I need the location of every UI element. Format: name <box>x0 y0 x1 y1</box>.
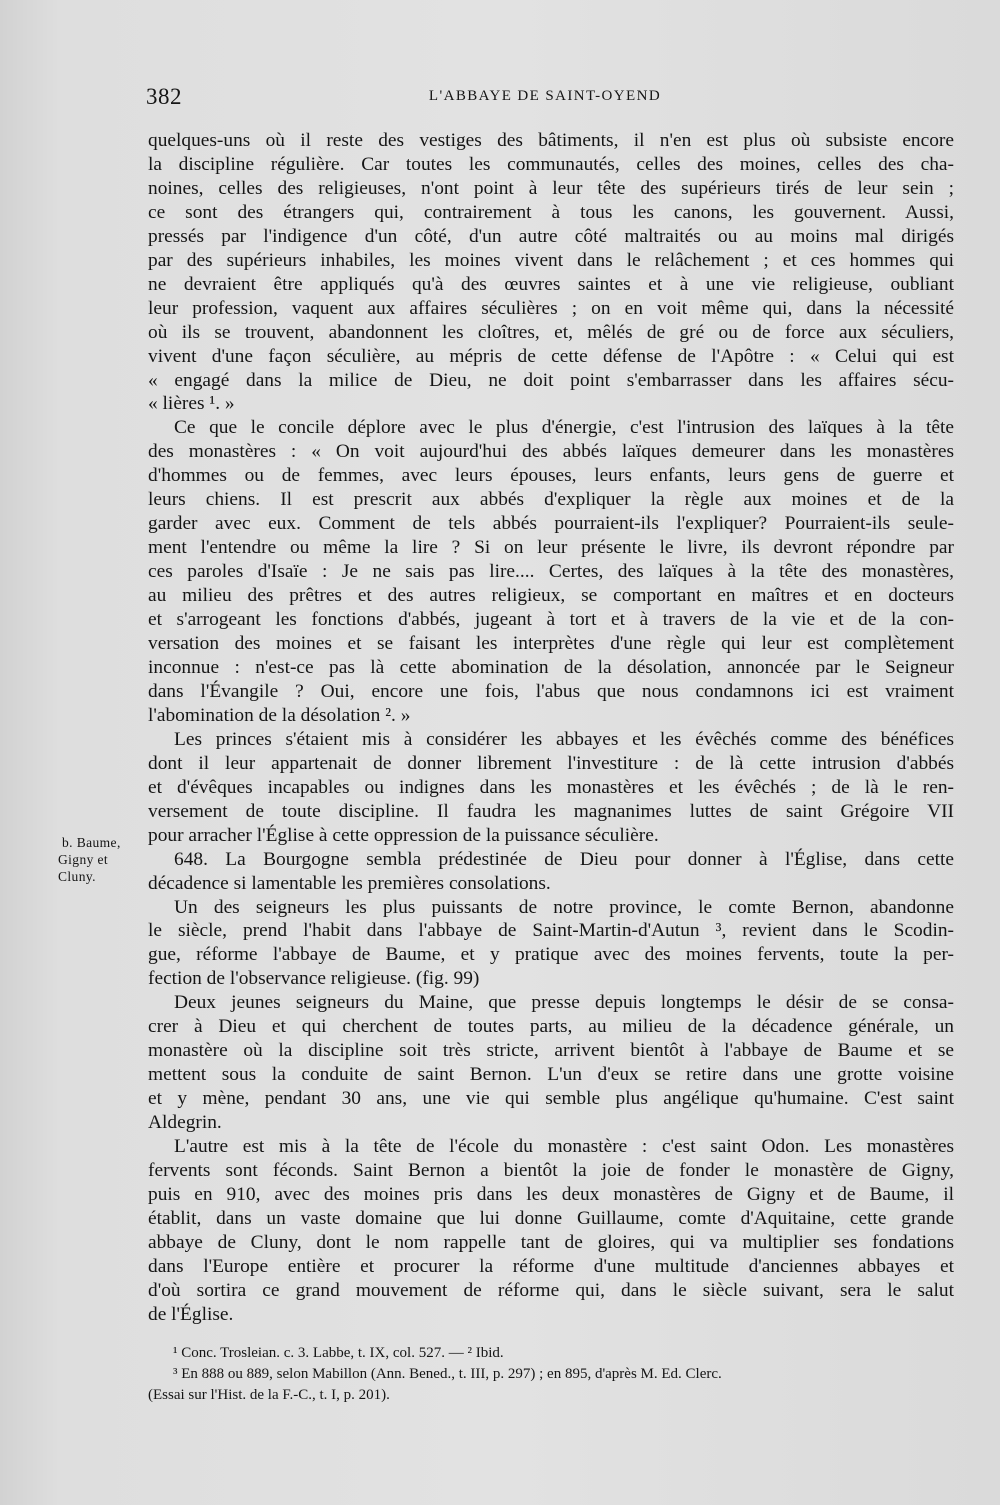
text-line: et d'évêques incapables ou indignes dans les monastères et les évêchés ; de là le ren- <box>148 776 954 798</box>
text-line: noines, celles des religieuses, n'ont point à leur tête des supérieurs tirés de leur sein ; <box>148 177 954 199</box>
text-line: fection de l'observance religieuse. (fig. 99) <box>148 968 480 990</box>
text-line: décadence si lamentable les premières consolations. <box>148 872 551 894</box>
text-line: dans l'Europe entière et procurer la réforme d'une multitude d'anciennes abbayes et <box>148 1255 954 1277</box>
margin-note-line: Cluny. <box>58 869 96 884</box>
text-line: crer à Dieu et qui cherchent de toutes parts, au milieu de la décadence générale, un <box>148 1016 954 1038</box>
margin-note-line: Gigny et <box>58 852 109 867</box>
text-line: inconnue : n'est-ce pas là cette abomination de la désolation, annoncée par le Seigneur <box>148 656 954 678</box>
text-line: par des supérieurs inhabiles, les moines vivent dans le relâchement ; et ces hommes qui <box>148 249 954 271</box>
text-line: Ce que le concile déplore avec le plus d'énergie, c'est l'intrusion des laïques à la tête <box>174 417 954 439</box>
footnote-3: ³ En 888 ou 889, selon Mabillon (Ann. Bened., t. III, p. 297) ; en 895, d'après M. Ed. Clerc. <box>173 1366 722 1382</box>
footnote-3-continued: (Essai sur l'Hist. de la F.-C., t. I, p. 201). <box>148 1387 390 1403</box>
text-line: le siècle, prend l'habit dans l'abbaye de Saint-Martin-d'Autun ³, revient dans le Scodin- <box>148 920 954 942</box>
text-line: ce sont des étrangers qui, contrairement à tous les canons, les gouvernent. Aussi, <box>148 201 954 223</box>
text-line: abbaye de Cluny, dont le nom rappelle tant de gloires, qui va multiplier ses fondations <box>148 1231 954 1253</box>
text-line: et s'arrogeant les fonctions d'abbés, jugeant à tort et à travers de la vie et de la con- <box>148 609 954 631</box>
text-line: pour arracher l'Église à cette oppression de la puissance séculière. <box>148 824 659 846</box>
body-text <box>148 129 954 1327</box>
text-line: garder avec eux. Comment de tels abbés pourraient-ils l'expliquer? Pourraient-ils seule- <box>148 513 954 535</box>
text-line: vivent d'une façon séculière, au mépris de cette défense de l'Apôtre : « Celui qui est <box>148 345 954 367</box>
text-line: gue, réforme l'abbaye de Baume, et y pratique avec des moines fervents, toute la per- <box>148 944 954 966</box>
text-line: leur profession, vaquent aux affaires séculières ; on en voit même qui, dans la nécessité <box>148 297 954 319</box>
text-line: 648. La Bourgogne sembla prédestinée de Dieu pour donner à l'Église, dans cette <box>174 848 954 870</box>
text-line: d'où sortira ce grand mouvement de réforme qui, dans le siècle suivant, sera le salut <box>148 1279 954 1301</box>
text-line: versement de toute discipline. Il faudra les magnanimes luttes de saint Grégoire VII <box>148 800 954 822</box>
text-line: L'autre est mis à la tête de l'école du monastère : c'est saint Odon. Les monastères <box>174 1136 954 1158</box>
text-line: quelques-uns où il reste des vestiges des bâtiments, il n'en est plus où subsiste encore <box>148 130 954 151</box>
text-line: Un des seigneurs les plus puissants de notre province, le comte Bernon, abandonne <box>174 896 954 918</box>
text-line: au milieu des prêtres et des autres religieux, se comportant en maîtres et en docteurs <box>148 585 954 607</box>
text-line: ces paroles d'Isaïe : Je ne sais pas lire.... Certes, des laïques à la tête des monastères, <box>148 561 954 583</box>
text-line: d'hommes ou de femmes, avec leurs épouses, leurs enfants, leurs gens de guerre et <box>148 465 954 487</box>
text-line: mettent sous la conduite de saint Bernon. L'un d'eux se retire dans une grotte voisine <box>148 1064 954 1086</box>
text-line: et y mène, pendant 30 ans, une vie qui semble plus angélique qu'humaine. C'est saint <box>148 1088 954 1110</box>
text-line: pressés par l'indigence d'un côté, d'un autre côté maltraités ou au moins mal dirigés <box>148 225 954 247</box>
margin-note-line: b. Baume, <box>62 835 121 850</box>
text-line: où ils se trouvent, abandonnent les cloîtres, et, mêlés de gré ou de force aux séculiers, <box>148 321 954 343</box>
text-line: puis en 910, avec des moines pris dans les deux monastères de Gigny et de Baume, il <box>148 1183 954 1205</box>
text-line: des monastères : « On voit aujourd'hui des abbés laïques demeurer dans les monastères <box>148 441 954 463</box>
text-line: Deux jeunes seigneurs du Maine, que presse depuis longtemps le désir de se consa- <box>174 992 954 1014</box>
text-line: leurs chiens. Il est prescrit aux abbés d'expliquer la règle aux moines et de la <box>148 489 954 511</box>
text-line: ne devraient être appliqués qu'à des œuvres saintes et à une vie religieuse, oubliant <box>148 273 954 295</box>
text-line: Aldegrin. <box>148 1112 222 1134</box>
page-number: 382 <box>146 84 182 109</box>
text-line: « lières ¹. » <box>148 393 235 415</box>
text-line: monastère où la discipline soit très stricte, arrivent bientôt à l'abbaye de Baume et se <box>148 1040 954 1062</box>
footnotes <box>148 1343 968 1406</box>
text-line: l'abomination de la désolation ². » <box>148 704 411 726</box>
text-line: ment l'entendre ou même la lire ? Si on leur présente le livre, ils devront répondre par <box>148 537 954 559</box>
text-line: de l'Église. <box>148 1303 234 1325</box>
text-line: fervents sont féconds. Saint Bernon a bientôt la joie de fonder le monastère de Gigny, <box>148 1159 954 1181</box>
text-line: la discipline régulière. Car toutes les communautés, celles des moines, celles des cha- <box>148 153 954 175</box>
text-line: dont il leur appartenait de donner librement l'investiture : de là cette intrusion d'abbés <box>148 752 954 774</box>
text-line: « engagé dans la milice de Dieu, ne doit point s'embarrasser dans les affaires sécu- <box>148 369 954 391</box>
text-line: dans l'Évangile ? Oui, encore une fois, l'abus que nous condamnons ici est vraiment <box>148 680 954 702</box>
text-line: établit, dans un vaste domaine que lui donne Guillaume, comte d'Aquitaine, cette grande <box>148 1207 954 1229</box>
footnote-1: ¹ Conc. Trosleian. c. 3. Labbe, t. IX, col. 527. — ² Ibid. <box>173 1345 504 1361</box>
running-title: L'ABBAYE DE SAINT-OYEND <box>428 88 662 104</box>
text-line: versation des moines et se faisant les interprètes d'une règle qui leur est complètement <box>148 633 954 655</box>
margin-note <box>58 834 142 885</box>
text-line: Les princes s'étaient mis à considérer les abbayes et les évêchés comme des bénéfices <box>174 728 954 750</box>
